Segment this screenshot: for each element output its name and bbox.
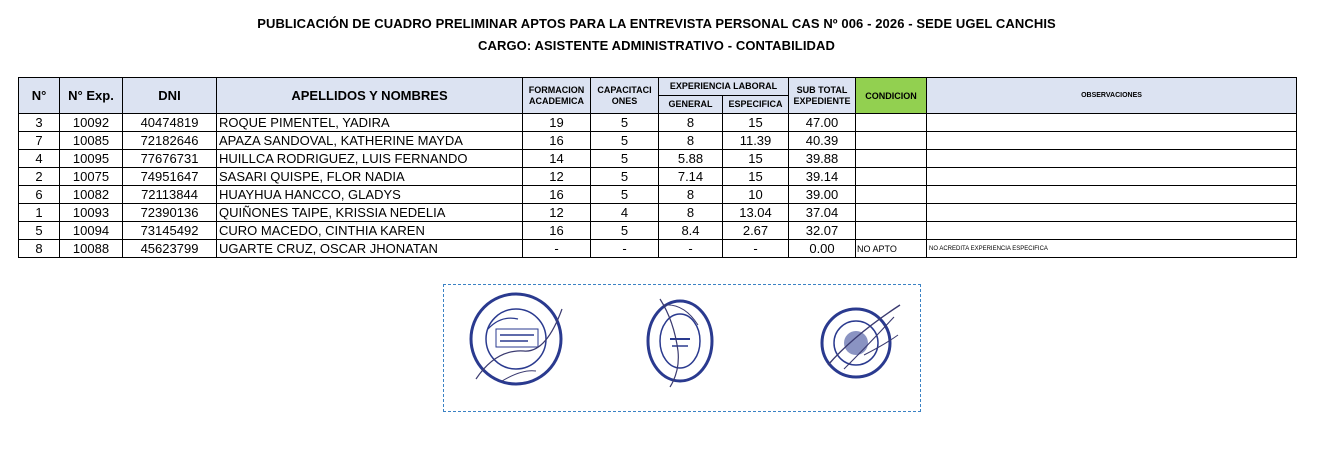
cell-dni: 72182646 bbox=[123, 132, 217, 150]
cell-formacion: 16 bbox=[523, 186, 591, 204]
cell-condicion bbox=[856, 114, 927, 132]
cell-num: 3 bbox=[19, 114, 60, 132]
cell-especifica: 15 bbox=[723, 168, 789, 186]
cell-general: 8.4 bbox=[659, 222, 723, 240]
cell-observaciones bbox=[927, 168, 1297, 186]
cell-subtotal: 47.00 bbox=[789, 114, 856, 132]
cell-name: UGARTE CRUZ, OSCAR JHONATAN bbox=[217, 240, 523, 258]
official-seal-stamp-jefe bbox=[640, 291, 718, 391]
cell-condicion bbox=[856, 150, 927, 168]
col-header-capacitaciones bbox=[591, 78, 659, 114]
document-subtitle: CARGO: ASISTENTE ADMINISTRATIVO - CONTABILIDAD bbox=[477, 38, 836, 53]
cell-exp: 10093 bbox=[60, 204, 123, 222]
col-header-subtotal bbox=[789, 78, 856, 114]
cell-general: 8 bbox=[659, 204, 723, 222]
cell-capacitaciones: 5 bbox=[591, 186, 659, 204]
cell-especifica: 15 bbox=[723, 114, 789, 132]
cell-observaciones bbox=[927, 114, 1297, 132]
cell-subtotal: 39.88 bbox=[789, 150, 856, 168]
col-header-experiencia: EXPERIENCIA LABORAL bbox=[659, 78, 789, 96]
col-header-num: N° bbox=[19, 78, 60, 114]
cell-observaciones bbox=[927, 204, 1297, 222]
cell-dni: 74951647 bbox=[123, 168, 217, 186]
cell-dni: 72390136 bbox=[123, 204, 217, 222]
cell-condicion bbox=[856, 186, 927, 204]
cell-dni: 77676731 bbox=[123, 150, 217, 168]
cell-formacion: 12 bbox=[523, 168, 591, 186]
cell-subtotal: 39.14 bbox=[789, 168, 856, 186]
cell-num: 5 bbox=[19, 222, 60, 240]
table-row bbox=[19, 150, 1297, 168]
table-row bbox=[19, 168, 1297, 186]
cell-exp: 10088 bbox=[60, 240, 123, 258]
cell-general: - bbox=[659, 240, 723, 258]
cell-formacion: 19 bbox=[523, 114, 591, 132]
cell-especifica: 15 bbox=[723, 150, 789, 168]
official-seal-stamp-director bbox=[814, 295, 904, 385]
cell-name: HUILLCA RODRIGUEZ, LUIS FERNANDO bbox=[217, 150, 523, 168]
cell-num: 4 bbox=[19, 150, 60, 168]
cell-observaciones bbox=[927, 222, 1297, 240]
table-row bbox=[19, 204, 1297, 222]
cell-condicion bbox=[856, 168, 927, 186]
col-header-especifica: ESPECIFICA bbox=[723, 96, 789, 114]
col-header-general: GENERAL bbox=[659, 96, 723, 114]
cell-especifica: 10 bbox=[723, 186, 789, 204]
cell-name: APAZA SANDOVAL, KATHERINE MAYDA bbox=[217, 132, 523, 150]
col-header-capacitaciones-line2: ONES bbox=[611, 95, 638, 106]
cell-subtotal: 0.00 bbox=[789, 240, 856, 258]
cell-dni: 45623799 bbox=[123, 240, 217, 258]
cell-general: 8 bbox=[659, 186, 723, 204]
table-row bbox=[19, 186, 1297, 204]
cell-especifica: - bbox=[723, 240, 789, 258]
cell-name: QUIÑONES TAIPE, KRISSIA NEDELIA bbox=[217, 204, 523, 222]
table-row bbox=[19, 132, 1297, 150]
cell-dni: 40474819 bbox=[123, 114, 217, 132]
col-header-formacion-line1: FORMACION bbox=[528, 84, 585, 95]
cell-dni: 72113844 bbox=[123, 186, 217, 204]
col-header-condicion: CONDICION bbox=[856, 78, 927, 114]
cell-capacitaciones: 5 bbox=[591, 168, 659, 186]
cell-observaciones bbox=[927, 132, 1297, 150]
cell-num: 7 bbox=[19, 132, 60, 150]
table-row bbox=[19, 240, 1297, 258]
cell-observaciones: NO ACREDITA EXPERIENCIA ESPECIFICA bbox=[927, 240, 1297, 258]
col-header-formacion bbox=[523, 78, 591, 114]
cell-capacitaciones: 4 bbox=[591, 204, 659, 222]
cell-formacion: 16 bbox=[523, 132, 591, 150]
cell-capacitaciones: - bbox=[591, 240, 659, 258]
col-header-capacitaciones-line1: CAPACITACI bbox=[597, 84, 652, 95]
cell-observaciones bbox=[927, 186, 1297, 204]
cell-condicion: NO APTO bbox=[856, 240, 927, 258]
cell-name: ROQUE PIMENTEL, YADIRA bbox=[217, 114, 523, 132]
cell-exp: 10082 bbox=[60, 186, 123, 204]
document-title: PUBLICACIÓN DE CUADRO PRELIMINAR APTOS PARA LA ENTREVISTA PERSONAL CAS Nº 006 - 2026 - SEDE UGEL CANCHIS bbox=[257, 16, 1056, 31]
cell-subtotal: 40.39 bbox=[789, 132, 856, 150]
cell-capacitaciones: 5 bbox=[591, 222, 659, 240]
results-table bbox=[18, 77, 1297, 258]
cell-name: HUAYHUA HANCCO, GLADYS bbox=[217, 186, 523, 204]
cell-num: 2 bbox=[19, 168, 60, 186]
col-header-subtotal-line2: EXPEDIENTE bbox=[793, 95, 851, 106]
cell-subtotal: 39.00 bbox=[789, 186, 856, 204]
cell-especifica: 11.39 bbox=[723, 132, 789, 150]
col-header-observaciones: OBSERVACIONES bbox=[927, 78, 1297, 114]
cell-num: 6 bbox=[19, 186, 60, 204]
cell-exp: 10085 bbox=[60, 132, 123, 150]
col-header-name: APELLIDOS Y NOMBRES bbox=[217, 78, 523, 114]
table-row bbox=[19, 114, 1297, 132]
cell-subtotal: 37.04 bbox=[789, 204, 856, 222]
cell-general: 8 bbox=[659, 132, 723, 150]
cell-condicion bbox=[856, 222, 927, 240]
cell-exp: 10095 bbox=[60, 150, 123, 168]
cell-num: 1 bbox=[19, 204, 60, 222]
cell-exp: 10092 bbox=[60, 114, 123, 132]
cell-especifica: 13.04 bbox=[723, 204, 789, 222]
cell-condicion bbox=[856, 204, 927, 222]
cell-formacion: 14 bbox=[523, 150, 591, 168]
cell-general: 8 bbox=[659, 114, 723, 132]
cell-condicion bbox=[856, 132, 927, 150]
col-header-subtotal-line1: SUB TOTAL bbox=[796, 84, 848, 95]
cell-general: 7.14 bbox=[659, 168, 723, 186]
cell-name: CURO MACEDO, CINTHIA KAREN bbox=[217, 222, 523, 240]
col-header-dni: DNI bbox=[123, 78, 217, 114]
cell-exp: 10094 bbox=[60, 222, 123, 240]
signature-stamps-area bbox=[443, 284, 921, 412]
cell-general: 5.88 bbox=[659, 150, 723, 168]
cell-observaciones bbox=[927, 150, 1297, 168]
cell-capacitaciones: 5 bbox=[591, 114, 659, 132]
cell-capacitaciones: 5 bbox=[591, 150, 659, 168]
cell-especifica: 2.67 bbox=[723, 222, 789, 240]
col-header-formacion-line2: ACADEMICA bbox=[529, 95, 584, 106]
cell-num: 8 bbox=[19, 240, 60, 258]
cell-dni: 73145492 bbox=[123, 222, 217, 240]
col-header-exp: N° Exp. bbox=[60, 78, 123, 114]
cell-subtotal: 32.07 bbox=[789, 222, 856, 240]
cell-formacion: - bbox=[523, 240, 591, 258]
cell-exp: 10075 bbox=[60, 168, 123, 186]
table-row bbox=[19, 222, 1297, 240]
cell-capacitaciones: 5 bbox=[591, 132, 659, 150]
cell-formacion: 16 bbox=[523, 222, 591, 240]
cell-formacion: 12 bbox=[523, 204, 591, 222]
official-seal-stamp-personal bbox=[466, 289, 566, 389]
cell-name: SASARI QUISPE, FLOR NADIA bbox=[217, 168, 523, 186]
